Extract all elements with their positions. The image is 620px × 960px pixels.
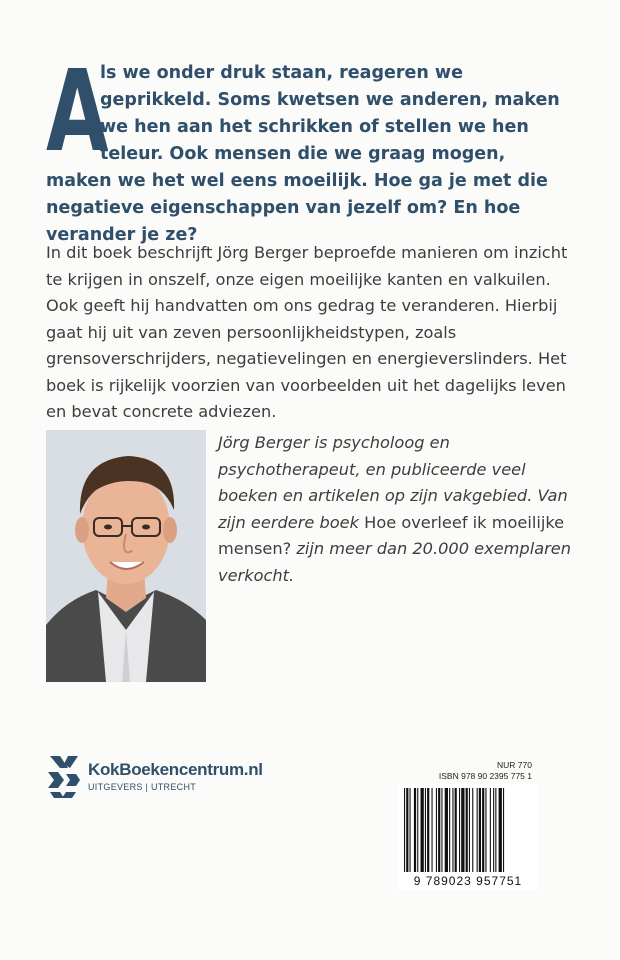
barcode-bar xyxy=(459,788,460,872)
barcode-bar xyxy=(410,788,411,872)
barcode-bar xyxy=(490,788,491,872)
author-bio xyxy=(218,430,578,589)
barcode-bar xyxy=(427,788,429,872)
barcode-bar xyxy=(432,788,433,872)
barcode-bar xyxy=(421,788,424,872)
barcode-bar xyxy=(499,788,502,872)
author-bio-part2: zijn meer dan 20.000 exemplaren verkocht. xyxy=(218,539,571,585)
publisher-subtitle: UITGEVERS | UTRECHT xyxy=(88,782,197,792)
barcode-bar xyxy=(441,788,442,872)
barcode-bar xyxy=(414,788,416,872)
barcode-bar xyxy=(417,788,418,872)
barcode-bar xyxy=(438,788,440,872)
barcode-bar xyxy=(455,788,457,872)
barcode-area xyxy=(398,760,538,900)
barcode-bar xyxy=(404,788,405,872)
barcode-bar xyxy=(477,788,478,872)
barcode-bar xyxy=(449,788,450,872)
dropcap-letter: A xyxy=(46,47,109,177)
barcode-bar xyxy=(469,788,470,872)
barcode-digits: 9 789023 957751 xyxy=(398,874,538,888)
barcode-bar xyxy=(493,788,494,872)
previous-book-title: Hoe overleef ik moeilijke mensen? xyxy=(218,512,565,558)
isbn-label: ISBN 978 90 2395 775 1 xyxy=(438,771,532,781)
publisher-mark-icon xyxy=(46,754,82,800)
author-photo xyxy=(46,430,206,682)
barcode-bar xyxy=(461,788,464,872)
barcode-bar xyxy=(472,788,473,872)
intro-paragraph xyxy=(46,47,566,249)
barcode-bars xyxy=(398,784,538,876)
barcode-bar xyxy=(503,788,504,872)
intro-text: ls we onder druk staan, reageren we geprikkeld. Soms kwetsen we anderen, maken we hen aan het schrikken of stellen we hen teleur. Ook mensen die we graag mogen, maken we het wel eens moeilijk. Hoe ga je met die negatieve eigenschappen van jezelf om? En hoe verander je ze? xyxy=(46,63,560,245)
barcode-bar xyxy=(452,788,453,872)
barcode-bar xyxy=(482,788,484,872)
description-paragraph: In dit boek beschrijft Jörg Berger beproefde manieren om inzicht te krijgen in onszelf, onze eigen moeilijke kanten en valkuilen. Ook geeft hij handvatten om ons gedrag te veranderen. Hierbij gaat hij uit van zeven persoonlijkheidstypen, zoals grensoverschrijders, negatievelingen en energieverslinders. Het boek is rijkelijk voorzien van voorbeelden uit het dagelijks leven en bevat concrete adviezen. xyxy=(46,243,568,421)
barcode-bar xyxy=(479,788,481,872)
barcode-bar xyxy=(466,788,468,872)
barcode-bar xyxy=(406,788,408,872)
barcode-bar xyxy=(445,788,448,872)
author-bio-part1: Jörg Berger is psycholoog en psychotherapeut, en publiceerde veel boeken en artikelen op zijn vakgebied. Van zijn eerdere boek xyxy=(218,433,568,532)
nur-code: NUR 770 xyxy=(497,760,532,770)
barcode-bar xyxy=(436,788,437,872)
barcode-bar xyxy=(495,788,496,872)
publisher-name: KokBoekencentrum.nl xyxy=(88,760,263,779)
publisher-logo xyxy=(46,752,306,802)
barcode-bar xyxy=(425,788,426,872)
barcode-bar xyxy=(485,788,486,872)
